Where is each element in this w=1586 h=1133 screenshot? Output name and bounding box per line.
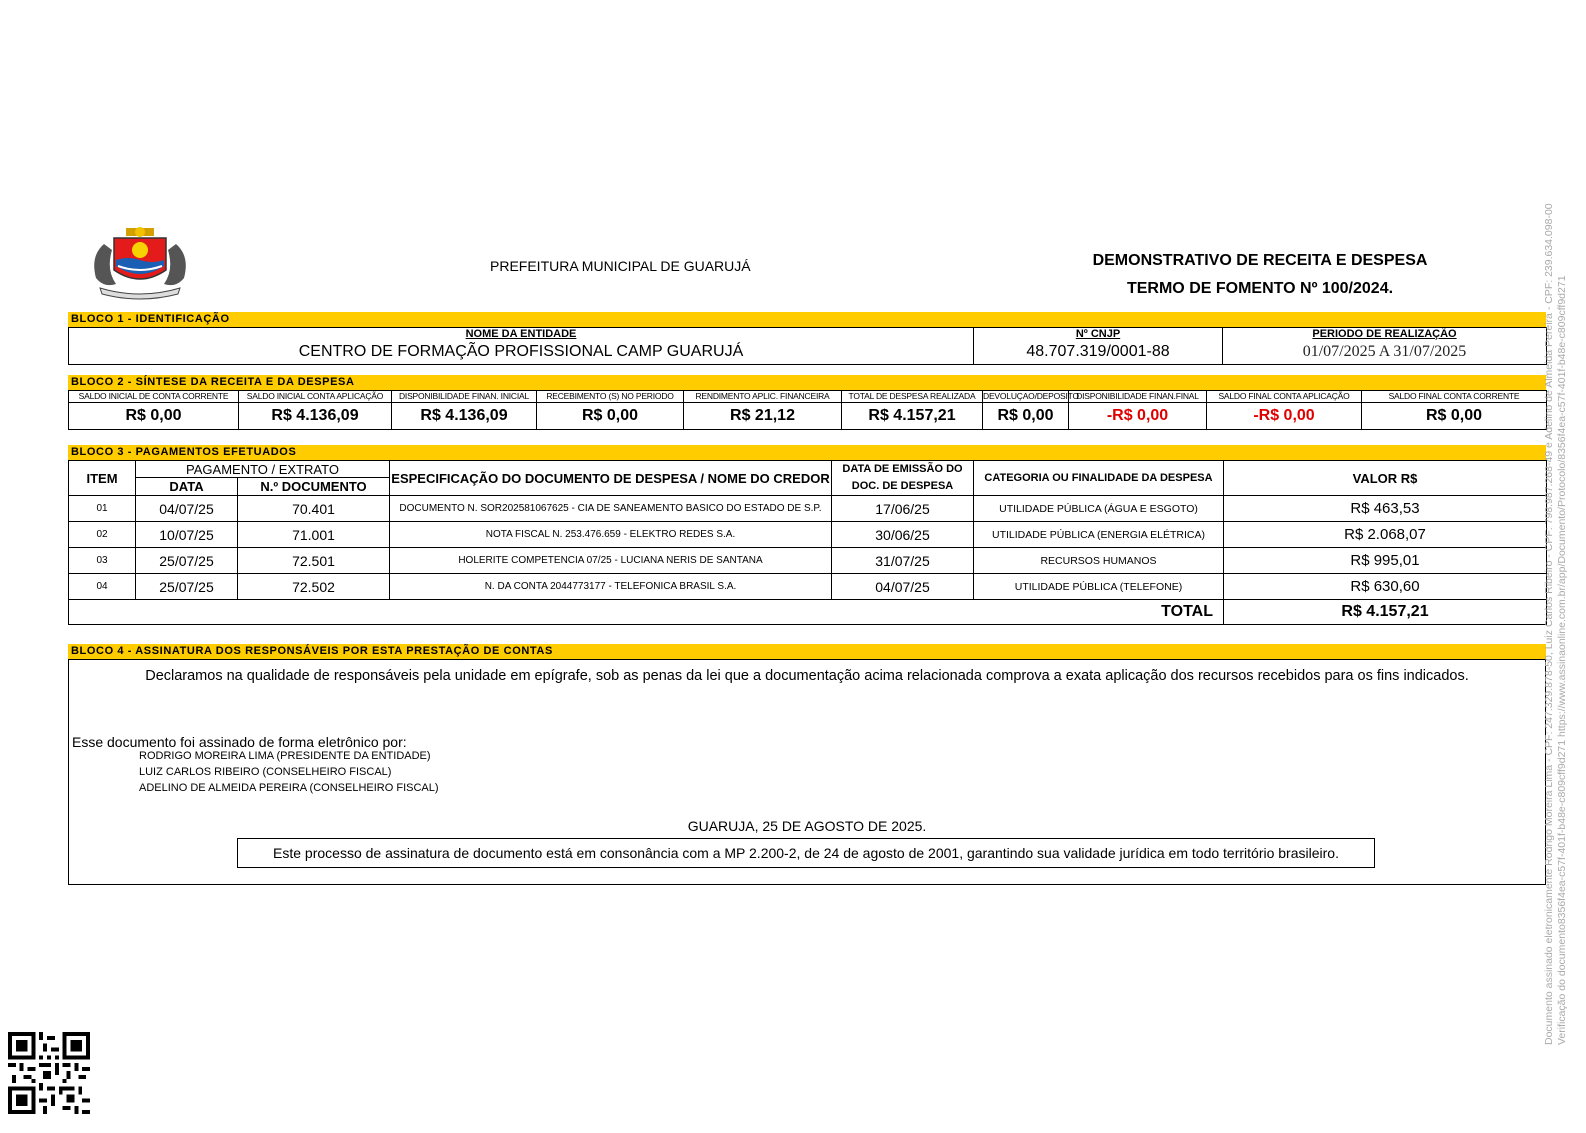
place-date: GUARUJA, 25 DE AGOSTO DE 2025.	[687, 818, 927, 834]
row-data: 10/07/25	[136, 522, 238, 548]
col-header-valor: VALOR R$	[1224, 461, 1547, 496]
signature-block	[68, 659, 1546, 885]
summary-value: R$ 0,00	[537, 403, 684, 430]
col-header-pagamento: PAGAMENTO / EXTRATO	[136, 461, 390, 478]
row-data: 25/07/25	[136, 574, 238, 600]
bloco4-label: BLOCO 4 - ASSINATURA DOS RESPONSÁVEIS POR ESTA PRESTAÇÃO DE CONTAS	[68, 644, 1546, 659]
bloco1-label: BLOCO 1 - IDENTIFICAÇÃO	[68, 312, 1546, 327]
guaruja-coat-of-arms-logo	[86, 226, 194, 298]
row-categoria: UTILIDADE PÚBLICA (ENERGIA ELÉTRICA)	[974, 522, 1224, 548]
row-item: 01	[69, 496, 136, 522]
summary-header: SALDO INICIAL DE CONTA CORRENTE	[69, 391, 239, 403]
summary-value: R$ 21,12	[684, 403, 842, 430]
table-row	[69, 522, 1547, 548]
summary-value: R$ 4.157,21	[842, 403, 983, 430]
row-item: 04	[69, 574, 136, 600]
total-value: R$ 4.157,21	[1224, 600, 1547, 625]
emissao-line-1: DATA DE EMISSÃO DO	[842, 463, 963, 475]
declaration-text: Declaramos na qualidade de responsáveis pela unidade em epígrafe, sob as penas da lei que a documentação acima relacionada comprova a exata aplicação dos recursos recebidos para os fins indicados.	[145, 668, 1469, 684]
row-emissao: 30/06/25	[832, 522, 974, 548]
table-row	[69, 496, 1547, 522]
col-header-ndoc: N.º DOCUMENTO	[238, 478, 390, 496]
row-ndoc: 71.001	[238, 522, 390, 548]
entity-header: NOME DA ENTIDADE	[69, 328, 974, 341]
col-header-emissao	[832, 461, 974, 496]
row-categoria: UTILIDADE PÚBLICA (ÁGUA E ESGOTO)	[974, 496, 1224, 522]
title-line-1: DEMONSTRATIVO DE RECEITA E DESPESA	[1092, 252, 1428, 269]
summary-value: R$ 0,00	[69, 403, 239, 430]
row-data: 04/07/25	[136, 496, 238, 522]
bloco2-label: BLOCO 2 - SÍNTESE DA RECEITA E DA DESPESA	[68, 375, 1546, 390]
signer: RODRIGO MOREIRA LIMA (PRESIDENTE DA ENTIDADE)	[139, 750, 431, 762]
summary-header: DISPONIBILIDADE FINAN. INICIAL	[392, 391, 537, 403]
summary-header: DISPONIBILIDADE FINAN.FINAL	[1069, 391, 1207, 403]
signer: ADELINO DE ALMEIDA PEREIRA (CONSELHEIRO FISCAL)	[139, 782, 439, 794]
summary-value: R$ 0,00	[1362, 403, 1547, 430]
row-emissao: 04/07/25	[832, 574, 974, 600]
signer: LUIZ CARLOS RIBEIRO (CONSELHEIRO FISCAL)	[139, 766, 392, 778]
row-valor: R$ 995,01	[1224, 548, 1547, 574]
stamp-line-1: Documento assinado eletronicamente Rodrigo Moreira Lima - CPF: 247.329.878-50, Luiz Carlos Ribeiro - CPF: 798.987.268-49 e Adelino de Almeida Pereira - CPF: 239.634.098-00	[1543, 203, 1555, 1045]
emissao-line-2: DOC. DE DESPESA	[851, 480, 954, 492]
verification-stamp	[1540, 0, 1570, 1133]
bloco1-table	[68, 327, 1547, 365]
summary-value-negative: -R$ 0,00	[1207, 403, 1362, 430]
summary-header: RECEBIMENTO (S) NO PERIODO	[537, 391, 684, 403]
summary-header: DEVOLUÇAO/DEPOSITO	[983, 391, 1079, 401]
row-categoria: RECURSOS HUMANOS	[974, 548, 1224, 574]
row-ndoc: 72.502	[238, 574, 390, 600]
prefeitura-name: PREFEITURA MUNICIPAL DE GUARUJÁ	[490, 258, 751, 274]
col-header-item: ITEM	[69, 461, 136, 496]
summary-header: SALDO FINAL CONTA APLICAÇÃO	[1207, 391, 1362, 403]
row-spec: NOTA FISCAL N. 253.476.659 - ELEKTRO REDES S.A.	[390, 522, 832, 548]
summary-value: R$ 0,00	[983, 403, 1069, 430]
row-spec: DOCUMENTO N. SOR202581067625 - CIA DE SANEAMENTO BASICO DO ESTADO DE S.P.	[390, 496, 832, 522]
row-data: 25/07/25	[136, 548, 238, 574]
entity-name: CENTRO DE FORMAÇÃO PROFISSIONAL CAMP GUARUJÁ	[69, 340, 974, 365]
bloco3-label: BLOCO 3 - PAGAMENTOS EFETUADOS	[68, 445, 1546, 460]
col-header-data: DATA	[136, 478, 238, 496]
summary-header: TOTAL DE DESPESA REALIZADA	[842, 391, 983, 403]
total-label: TOTAL	[69, 600, 1224, 625]
cnpj-header: Nº CNJP	[974, 328, 1223, 341]
signed-by-text: Esse documento foi assinado de forma eletrônico por:	[72, 734, 407, 750]
mp-notice: Este processo de assinatura de documento está em consonância com a MP 2.200-2, de 24 de agosto de 2001, garantindo sua validade jurídica em todo território brasileiro.	[237, 838, 1375, 868]
col-header-specification: ESPECIFICAÇÃO DO DOCUMENTO DE DESPESA / NOME DO CREDOR	[390, 461, 832, 496]
summary-header: SALDO FINAL CONTA CORRENTE	[1362, 391, 1547, 403]
summary-header: RENDIMENTO APLIC. FINANCEIRA	[684, 391, 842, 403]
qr-code	[8, 1032, 90, 1114]
row-spec: N. DA CONTA 2044773177 - TELEFONICA BRASIL S.A.	[390, 574, 832, 600]
bloco2-table	[68, 390, 1547, 430]
row-emissao: 17/06/25	[832, 496, 974, 522]
row-ndoc: 70.401	[238, 496, 390, 522]
cnpj-value: 48.707.319/0001-88	[974, 340, 1223, 365]
title-line-2: TERMO DE FOMENTO Nº 100/2024.	[1126, 280, 1394, 297]
row-valor: R$ 463,53	[1224, 496, 1547, 522]
summary-value: R$ 4.136,09	[392, 403, 537, 430]
period-value: 01/07/2025 A 31/07/2025	[1223, 340, 1547, 365]
col-header-categoria: CATEGORIA OU FINALIDADE DA DESPESA	[974, 461, 1224, 496]
row-valor: R$ 630,60	[1224, 574, 1547, 600]
table-row	[69, 548, 1547, 574]
row-item: 02	[69, 522, 136, 548]
document-title	[1060, 247, 1460, 303]
row-valor: R$ 2.068,07	[1224, 522, 1547, 548]
summary-value: R$ 4.136,09	[239, 403, 392, 430]
table-row	[69, 574, 1547, 600]
row-spec: HOLERITE COMPETENCIA 07/25 - LUCIANA NERIS DE SANTANA	[390, 548, 832, 574]
stamp-line-2: Verificação do documento8356f4ea-c57f-401f-b48e-c809cff9d271 https://www.assinaonline.com.br/app/Documento/Protocolo/8356f4ea-c57f-401f-b48e-c809cff9d271	[1556, 275, 1568, 1045]
row-item: 03	[69, 548, 136, 574]
row-emissao: 31/07/25	[832, 548, 974, 574]
period-header: PERIODO DE REALIZAÇÃO	[1223, 328, 1547, 341]
payments-table	[68, 460, 1547, 625]
row-categoria: UTILIDADE PÚBLICA (TELEFONE)	[974, 574, 1224, 600]
summary-value-negative: -R$ 0,00	[1069, 403, 1207, 430]
summary-header: SALDO INICIAL CONTA APLICAÇÃO	[239, 391, 392, 403]
row-ndoc: 72.501	[238, 548, 390, 574]
